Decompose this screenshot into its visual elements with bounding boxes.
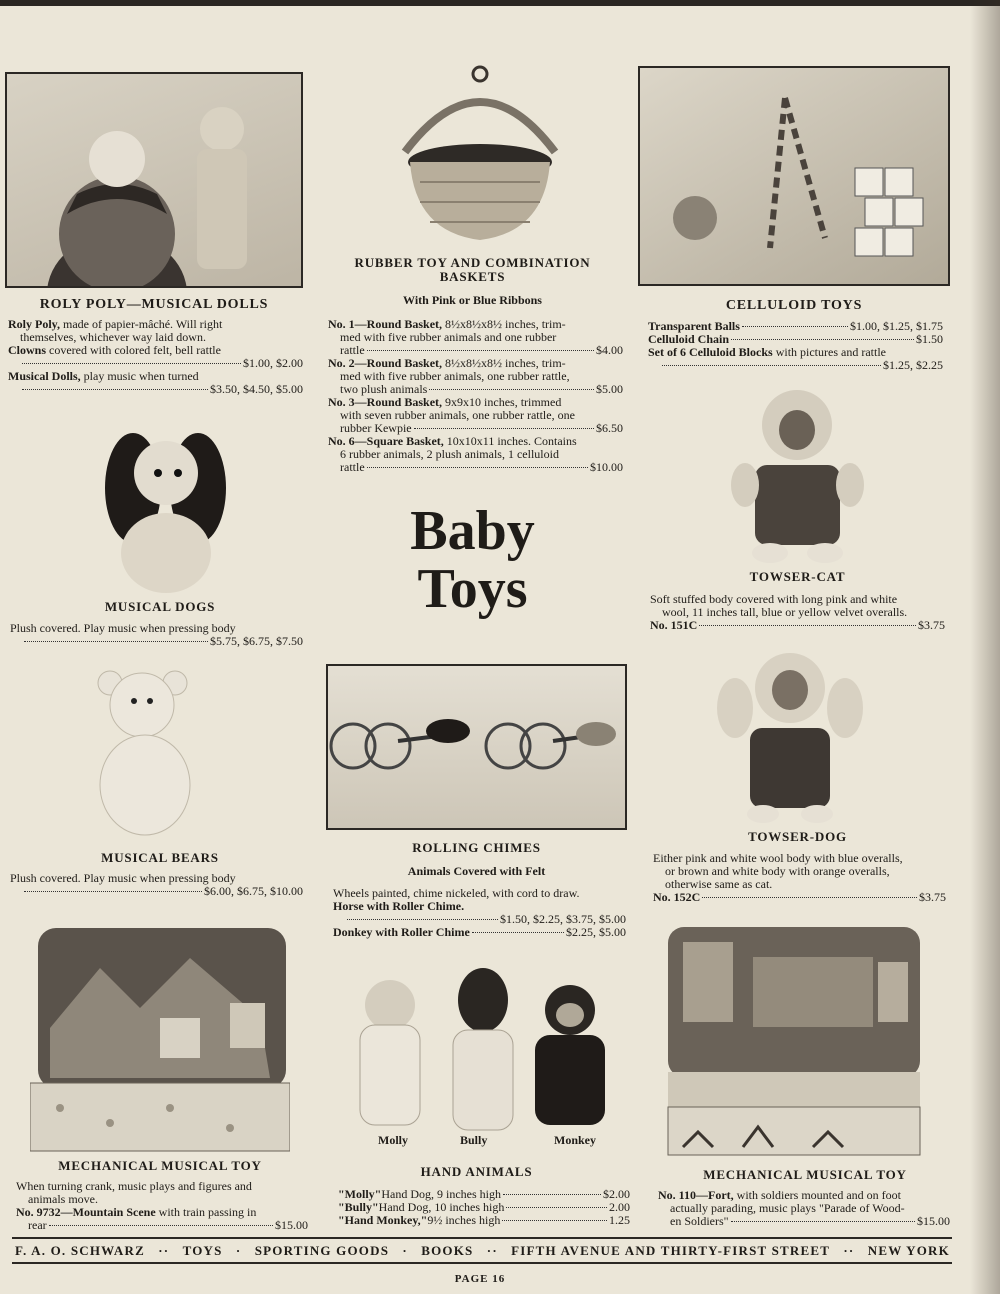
mountain-scene-photo — [30, 908, 290, 1153]
footer-store: F. A. O. SCHWARZ — [15, 1243, 145, 1258]
mech-left-description: When turning crank, music plays and figures and animals move. No. 9732—Mountain Scene with train passing in rear $15.00 — [16, 1179, 308, 1232]
towser-dog-illustration — [715, 648, 865, 823]
celluloid-title: CELLULOID TOYS — [725, 298, 863, 313]
footer-address: FIFTH AVENUE AND THIRTY-FIRST STREET — [511, 1243, 831, 1258]
celluloid-toys-photo — [638, 66, 950, 286]
footer-sep: · — [235, 1243, 242, 1258]
roly-poly-title: ROLY POLY—MUSICAL DOLLS — [39, 297, 269, 312]
caption-bully: Bully — [460, 1133, 488, 1147]
musical-bears-description: Plush covered. Play music when pressing body $6.00, $6.75, $10.00 — [10, 871, 303, 898]
towser-dog-photo — [715, 648, 865, 823]
rolling-chimes-photo — [326, 664, 627, 830]
towser-cat-photo — [730, 385, 865, 565]
page-title — [385, 502, 560, 618]
footer-city: NEW YORK — [867, 1243, 950, 1258]
towser-dog-description: Either pink and white wool body with blue overalls, or brown and white body with orange overalls, otherwise same as cat. No. 152C $3.75 — [653, 851, 946, 904]
footer-sporting-goods: SPORTING GOODS — [254, 1243, 390, 1258]
musical-bears-title: MUSICAL BEARS — [101, 850, 219, 865]
rolling-chimes-title: ROLLING CHIMES — [412, 840, 541, 855]
basket-item-4: No. 6—Square Basket, 10x10x11 inches. Contains 6 rubber animals, 2 plush animals, 1 celluloid rattle $10.00 — [328, 434, 623, 474]
caption-molly: Molly — [378, 1133, 408, 1147]
footer-toys: TOYS — [182, 1243, 223, 1258]
musical-dolls-price: $3.50, $4.50, $5.00 — [210, 382, 303, 396]
mech-right-description: No. 110—Fort, with soldiers mounted and on foot actually parading, music plays "Parade of Wood- en Soldiers" $15.00 — [658, 1188, 950, 1228]
towser-cat-illustration — [730, 385, 865, 565]
footer-books: BOOKS — [421, 1243, 474, 1258]
towser-cat-description: Soft stuffed body covered with long pink and white wool, 11 inches tall, blue or yellow velvet overalls. No. 151C $3.75 — [650, 592, 945, 632]
basket-item-3: No. 3—Round Basket, 9x9x10 inches, trimmed with seven rubber animals, one rubber rattle, one rubber Kewpie $6.50 — [328, 395, 623, 435]
musical-bear-photo — [90, 665, 210, 840]
mech-right-title: MECHANICAL MUSICAL TOY — [703, 1167, 907, 1182]
caption-monkey: Monkey — [554, 1133, 596, 1147]
rolling-chimes-illustration — [328, 666, 625, 828]
footer-rule-bottom — [12, 1262, 952, 1264]
footer-rule-top — [12, 1237, 952, 1239]
hand-animals-illustration — [335, 965, 615, 1135]
fort-photo — [663, 922, 925, 1157]
fort-illustration — [663, 922, 925, 1157]
mech-left-title: MECHANICAL MUSICAL TOY — [58, 1158, 262, 1173]
musical-dogs-description: Plush covered. Play music when pressing body $5.75, $6.75, $7.50 — [10, 621, 303, 648]
basket-photo — [385, 62, 560, 247]
basket-illustration — [385, 62, 560, 247]
basket-item-2: No. 2—Round Basket, 8½x8½x8½ inches, trim- med with five rubber animals, one rubber rattle, two plush animals $5.00 — [328, 356, 623, 396]
celluloid-list: Transparent Balls $1.00, $1.25, $1.75 Celluloid Chain $1.50 Set of 6 Celluloid Blocks with pictures and rattle $1.25, $2.25 — [648, 319, 943, 372]
hand-animals-list: "Molly" Hand Dog, 9 inches high $2.00 "Bully" Hand Dog, 10 inches high 2.00 "Hand Monkey," 9½ inches high 1.25 — [338, 1187, 630, 1227]
musical-dogs-title: MUSICAL DOGS — [104, 599, 216, 614]
baskets-title: RUBBER TOY AND COMBINATION BASKETS — [354, 255, 591, 285]
mountain-scene-illustration — [30, 908, 290, 1153]
baskets-list — [328, 318, 623, 474]
page-title-line2: Toys — [417, 558, 528, 620]
roly-poly-illustration — [7, 74, 301, 286]
musical-dog-photo — [88, 418, 228, 593]
celluloid-illustration — [640, 68, 948, 284]
footer-sep: ·· — [158, 1243, 170, 1258]
page-title-line1: Baby — [410, 500, 535, 562]
footer-sep: ·· — [486, 1243, 498, 1258]
towser-dog-title: TOWSER-DOG — [748, 829, 847, 844]
roly-poly-description: Roly Poly, made of papier-mâché. Will right themselves, whichever way laid down. Clowns covered with colored felt, bell rattle $1.00, $2.00 Musical Dolls, play music when turned $3.50, $4.50, $5.00 — [8, 317, 303, 396]
footer-sep: · — [402, 1243, 408, 1258]
clowns-price: $1.00, $2.00 — [243, 356, 303, 370]
dog-illustration — [88, 418, 228, 593]
hand-animals-title: HAND ANIMALS — [420, 1164, 533, 1179]
towser-cat-title: TOWSER-CAT — [749, 569, 846, 584]
rolling-chimes-description: Wheels painted, chime nickeled, with cord to draw. Horse with Roller Chime. $1.50, $2.25, $3.75, $5.00 Donkey with Roller Chime $2.25, $5.00 — [333, 886, 626, 939]
page-number: PAGE 16 — [454, 1273, 506, 1285]
rolling-chimes-subtitle: Animals Covered with Felt — [407, 864, 546, 878]
bear-illustration — [90, 665, 210, 840]
hand-animals-photo — [335, 965, 615, 1135]
roly-poly-photo — [5, 72, 303, 288]
footer-bar — [15, 1243, 950, 1259]
baskets-subtitle: With Pink or Blue Ribbons — [403, 293, 542, 307]
footer-sep: ·· — [843, 1243, 855, 1258]
basket-item-1: No. 1—Round Basket, 8½x8½x8½ inches, trim- med with five rubber animals and one rubber rattle $4.00 — [328, 317, 623, 357]
